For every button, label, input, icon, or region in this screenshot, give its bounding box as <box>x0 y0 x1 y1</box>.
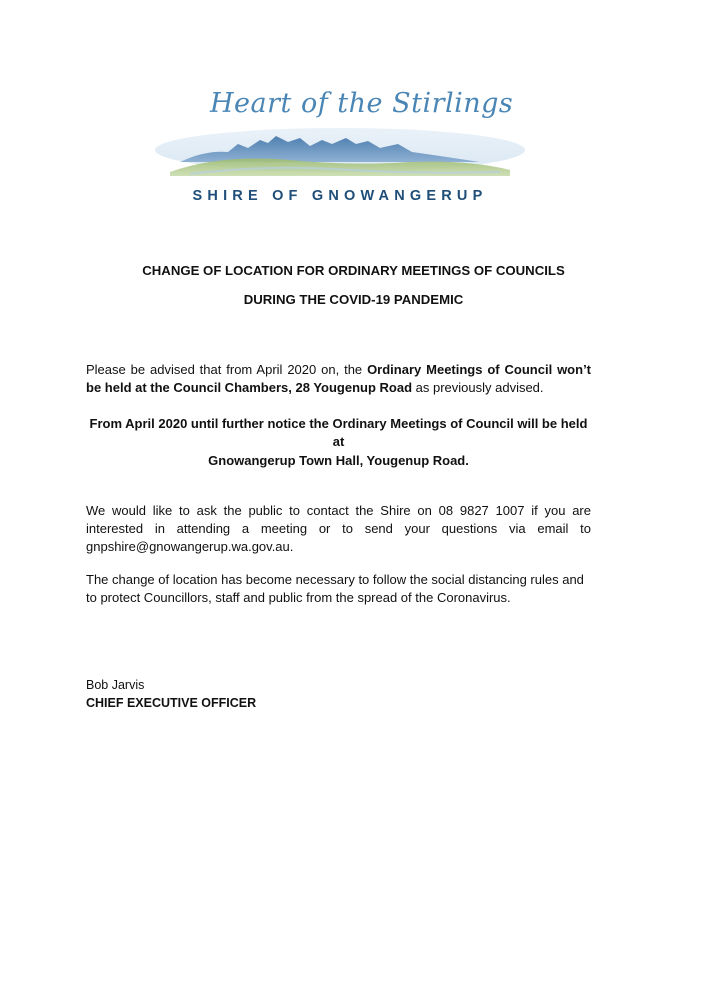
notice-title-line-1: CHANGE OF LOCATION FOR ORDINARY MEETINGS OF COUNCILS <box>142 263 565 278</box>
paragraph-reason: The change of location has become necessary to follow the social distancing rules and to protect Councillors, staff and public from the spread of the Coronavirus. <box>86 572 584 605</box>
paragraph-advice-bold: Ordinary Meetings of Council won’t be held at the Council Chambers, 28 Yougenup Road <box>86 362 592 395</box>
signatory-role: CHIEF EXECUTIVE OFFICER <box>86 696 257 710</box>
signatory-name: Bob Jarvis <box>86 678 145 692</box>
paragraph-new-location: Gnowangerup Town Hall, Yougenup Road. <box>208 453 469 468</box>
paragraph-advice <box>86 361 591 397</box>
paragraph-advice-text-1: Please be advised that from April 2020 on, the <box>86 362 368 377</box>
paragraph-advice-text-2: as previously advised. <box>412 380 544 395</box>
paragraph-until-notice: From April 2020 until further notice the Ordinary Meetings of Council will be held at <box>89 416 588 449</box>
logo-script-title: Heart of the Stirlings <box>210 88 514 119</box>
notice-title-line-2: DURING THE COVID-19 PANDEMIC <box>243 292 464 307</box>
organisation-name: SHIRE OF GNOWANGERUP <box>192 188 488 204</box>
shire-logo <box>150 78 530 218</box>
paragraph-contact: We would like to ask the public to contact the Shire on 08 9827 1007 if you are interested in attending a meeting or to send your questions via email to gnpshire@gnowangerup.wa.gov.au. <box>86 503 591 554</box>
